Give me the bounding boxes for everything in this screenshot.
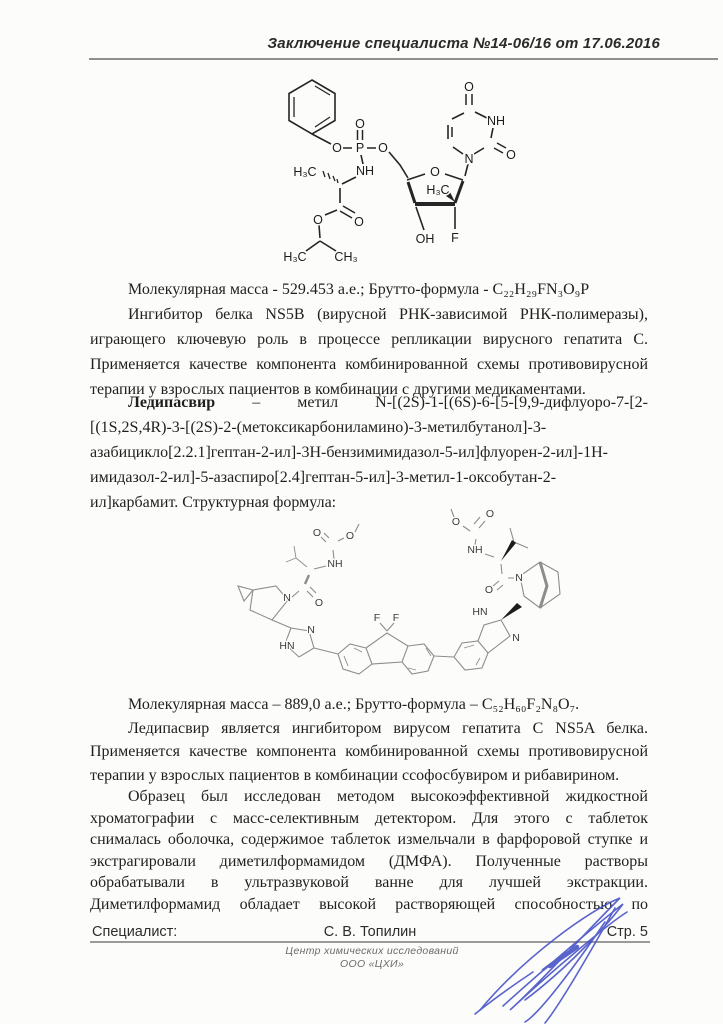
text-line: Молекулярная масса - 529.453 а.е.; Брутто-формула - C₂₂H₂₉FN₃O₉P	[128, 281, 590, 298]
svg-text:HN: HN	[279, 640, 295, 652]
svg-text:N: N	[512, 632, 520, 644]
svg-text:O: O	[345, 530, 355, 542]
text-line: Ингибитор белка NS5B (вирусной РНК-зависимой РНК-полимеразы),	[128, 306, 648, 323]
svg-text:O: O	[430, 165, 440, 179]
text-line: ил]карбамит. Структурная формула:	[90, 494, 337, 511]
text-line	[90, 390, 648, 415]
svg-text:CH₃: CH₃	[334, 250, 358, 264]
text-line: экстрагировали диметилформамидом (ДМФА). Полученные растворы	[90, 852, 648, 870]
svg-text:NH: NH	[467, 544, 483, 556]
signature-ink	[455, 888, 675, 1024]
text-line: Ледипасвир является ингибитором вирусом гепатита С NS5A белка.	[128, 719, 648, 737]
text-line: Применяется качестве компонента комбинированной схемы противовирусной	[90, 356, 648, 373]
svg-text:O: O	[464, 80, 474, 94]
svg-text:O: O	[313, 213, 323, 227]
paragraph-ledipasvir-name	[90, 390, 648, 515]
svg-text:H₃C: H₃C	[293, 165, 317, 179]
svg-text:O: O	[312, 527, 322, 539]
svg-text:O: O	[485, 508, 495, 520]
svg-text:H₃C: H₃C	[283, 250, 307, 264]
text-line: снималась оболочка, содержимое таблеток измельчали в фарфоровой ступке и	[90, 831, 648, 848]
text-line: Применяется качестве компонента комбинированной схемы противовирусной	[90, 743, 648, 760]
text-line: играющего ключевую роль в процессе репликации вирусного гепатита С.	[90, 331, 648, 348]
svg-text:F: F	[373, 612, 381, 624]
text-line: имидазол-2-ил]-5-азаспиро[2.4]гептан-5-ил]-3-метил-1-оксобутан-2-	[90, 469, 557, 486]
ledipasvir-structure-drawing	[158, 498, 648, 693]
footer-specialist-name: С. В. Топилин	[323, 924, 417, 940]
text-line: терапии у взрослых пациентов в комбинации с другими медикаментами.	[90, 381, 586, 398]
svg-text:O: O	[378, 141, 388, 155]
chemical-name-start: – метил N-[(2S)-1-[(6S)-6-[5-[9,9-дифлуоро-7-[2-	[215, 394, 648, 411]
text-line: Образец был исследован методом высокоэффективной жидкостной	[128, 788, 648, 805]
text-line: хроматографии с масс-селективным детектором. Для этого с таблеток	[90, 809, 648, 827]
text-line: [(1S,2S,4R)-3-[(2S)-2-(метоксикарбониламино)-3-метилбутанол]-3-	[90, 419, 547, 436]
ledipasvir-term: Ледипасвир	[128, 394, 216, 411]
svg-text:H₃C: H₃C	[426, 183, 450, 197]
svg-text:N: N	[283, 592, 291, 604]
svg-text:N: N	[307, 624, 315, 636]
svg-text:N: N	[464, 152, 474, 166]
svg-text:F: F	[392, 612, 400, 624]
header-rule	[89, 58, 718, 60]
text-line: азабицикло[2.2.1]гептан-2-ил]-3Н-бензимимидазол-5-ил]флуорен-2-ил]-1Н-	[90, 444, 608, 461]
svg-text:O: O	[355, 117, 365, 131]
svg-text:O: O	[451, 516, 461, 528]
text-line: Молекулярная масса – 889,0 а.е.; Брутто-формула – C₅₂H₆₀F₂N₈O₇.	[128, 696, 580, 713]
svg-text:OH: OH	[415, 232, 435, 246]
svg-text:N: N	[515, 572, 523, 584]
svg-text:O: O	[506, 148, 516, 162]
footer-org-line1: Центр химических исследований	[285, 945, 459, 957]
svg-text:O: O	[484, 584, 494, 596]
svg-text:F: F	[451, 231, 459, 245]
text-line: обрабатывали в ультразвуковой ванне для лучшей экстракции.	[90, 874, 648, 891]
text-line: Диметилформамид обладает высокой растворяющей способностью по	[90, 895, 648, 913]
svg-text:P: P	[355, 141, 365, 155]
svg-text:O: O	[332, 141, 342, 155]
svg-text:O: O	[354, 215, 364, 229]
document-header-title: Заключение специалиста №14-06/16 от 17.06.2016	[267, 35, 660, 52]
footer-page-number: Стр. 5	[606, 924, 648, 940]
sofosbuvir-structure-drawing	[233, 72, 553, 272]
paragraph-sofosbuvir-description	[90, 277, 648, 402]
footer-specialist-label: Специалист:	[92, 924, 178, 940]
svg-text:NH: NH	[486, 114, 506, 128]
text-line: терапии у взрослых пациентов в комбинации ссофосбувиром и рибавирином.	[90, 766, 620, 784]
paragraph-ledipasvir-description	[90, 693, 648, 787]
svg-text:NH: NH	[355, 164, 375, 178]
footer-org-line2: ООО «ЦХИ»	[340, 957, 404, 970]
svg-text:NH: NH	[327, 558, 343, 570]
svg-text:O: O	[314, 597, 324, 609]
svg-text:HN: HN	[472, 606, 488, 618]
